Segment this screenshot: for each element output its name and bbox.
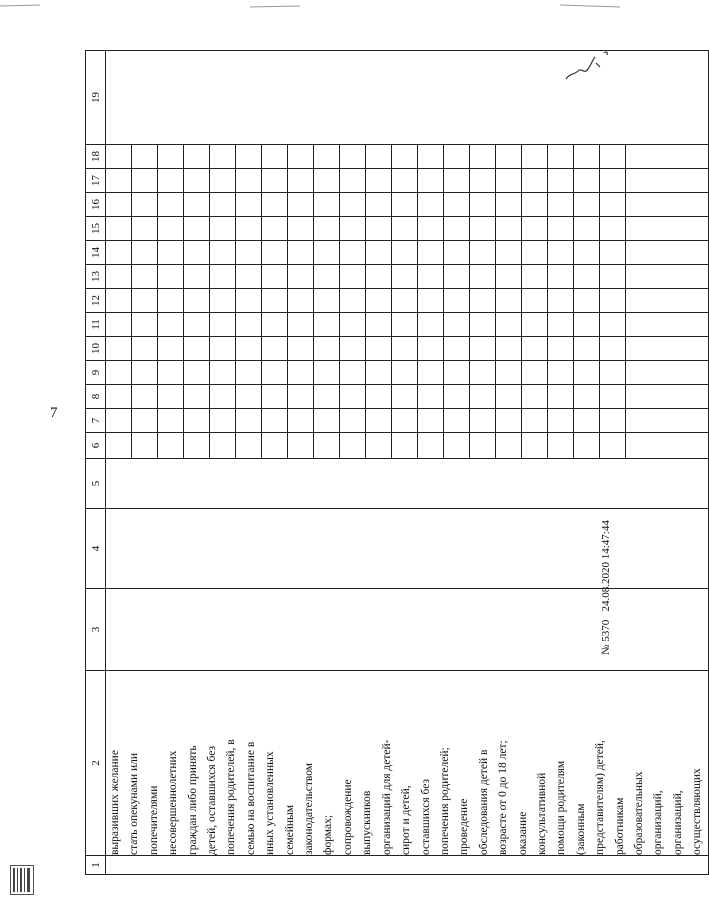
text-line: попечителями (147, 785, 160, 855)
text-line: обследования детей в (477, 749, 490, 855)
header-cell: 18 (86, 145, 106, 169)
header-cell: 2 (86, 671, 106, 856)
rotated-table-wrapper (85, 55, 704, 875)
text-line: образовательных (632, 771, 645, 855)
text-line: семейным (283, 804, 296, 855)
text-line: несовершеннолетних (167, 750, 180, 855)
header-cell: 13 (86, 265, 106, 289)
header-cell: 4 (86, 509, 106, 589)
table-cell (106, 385, 709, 409)
header-cell: 14 (86, 241, 106, 265)
table-cell (106, 193, 709, 217)
header-cell: 6 (86, 433, 106, 459)
text-line: попечения родителей, в (225, 739, 238, 855)
text-line: проведение (458, 798, 471, 855)
registration-number: № 5370 (600, 619, 612, 655)
table-cell (106, 51, 709, 145)
header-row (86, 51, 106, 875)
page-number: 7 (50, 405, 58, 421)
text-line: осуществляющих (691, 768, 704, 855)
text-line: сирот и детей, (400, 785, 413, 855)
table-cell (106, 856, 709, 875)
table-cell (106, 145, 709, 169)
table-cell (106, 241, 709, 265)
text-line: иных установленных (264, 751, 277, 855)
table-cell (106, 265, 709, 289)
scan-edge-mark (0, 0, 640, 10)
header-cell: 3 (86, 589, 106, 671)
header-cell: 16 (86, 193, 106, 217)
registration-datetime: 24.08.2020 14:47:44 (600, 520, 612, 612)
text-line: организаций, (652, 790, 665, 855)
text-line: представителям) детей, (594, 740, 607, 855)
description-cell (106, 671, 709, 856)
text-line: оказание (516, 811, 529, 855)
header-cell: 7 (86, 409, 106, 433)
text-line: законодательством (303, 762, 316, 855)
text-line: попечения родителей; (438, 747, 451, 855)
text-line: организаций для детей- (380, 739, 393, 855)
text-line: работникам (613, 797, 626, 855)
text-line: сопровождение (341, 779, 354, 855)
header-cell: 5 (86, 459, 106, 509)
table-cell (106, 433, 709, 459)
text-line: (законным (574, 803, 587, 855)
text-line: граждан либо принять (186, 745, 199, 855)
text-line: организаций, (671, 790, 684, 855)
header-cell: 1 (86, 856, 106, 875)
header-cell: 19 (86, 51, 106, 145)
table-row (106, 51, 709, 875)
data-table (85, 50, 709, 875)
table-cell (106, 509, 709, 589)
header-cell: 9 (86, 361, 106, 385)
header-cell: 11 (86, 313, 106, 337)
header-cell: 15 (86, 217, 106, 241)
text-line: помощи родителям (555, 760, 568, 855)
table-cell (106, 289, 709, 313)
header-cell: 17 (86, 169, 106, 193)
text-line: детей, оставшихся без (206, 745, 219, 855)
text-line: стать опекунами или (128, 752, 141, 855)
barcode-stamp-icon (10, 865, 34, 895)
table-cell (106, 217, 709, 241)
text-line: возрасте от 0 до 18 лет; (497, 740, 510, 855)
header-cell: 12 (86, 289, 106, 313)
table-cell (106, 169, 709, 193)
table-cell (106, 361, 709, 385)
header-cell: 8 (86, 385, 106, 409)
table-cell (106, 313, 709, 337)
registration-footer (600, 405, 612, 655)
table-cell (106, 589, 709, 671)
text-line: выразивших желание (109, 750, 121, 855)
text-line: оставшихся без (419, 778, 432, 855)
table-cell (106, 409, 709, 433)
header-cell: 10 (86, 337, 106, 361)
text-line: консультативной (535, 772, 548, 855)
table-cell (106, 459, 709, 509)
text-line: семью на воспитание в (244, 741, 257, 855)
text-line: формах; (322, 814, 335, 855)
table-cell (106, 337, 709, 361)
text-line: выпускников (361, 790, 374, 855)
